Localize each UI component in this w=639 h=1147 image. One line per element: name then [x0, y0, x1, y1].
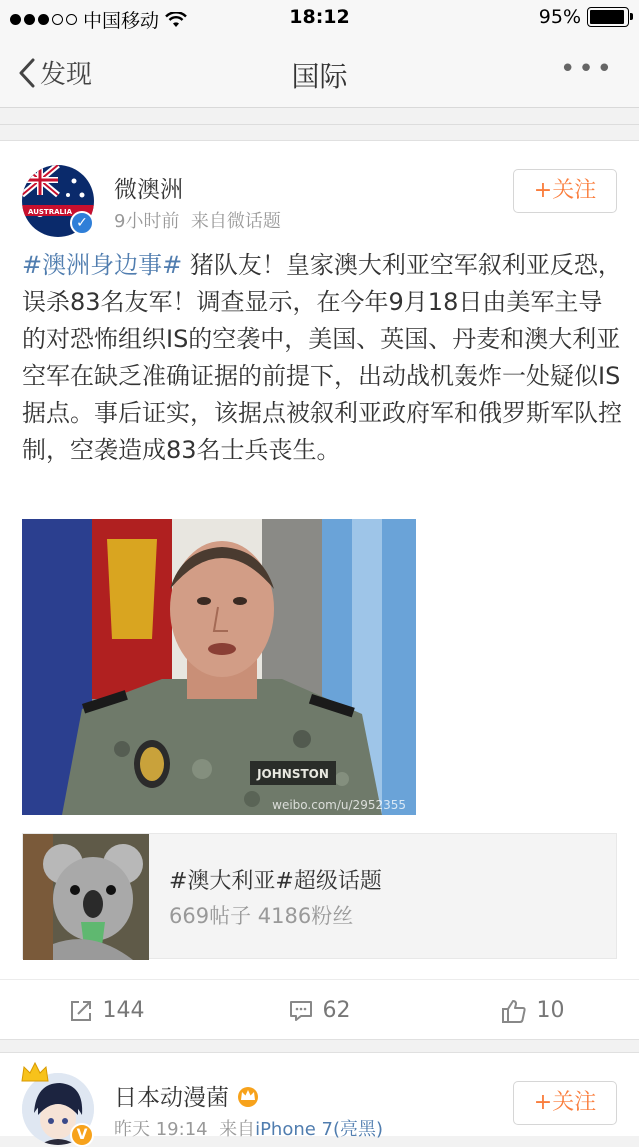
- post-2-source[interactable]: iPhone 7(亮黑): [255, 1119, 384, 1140]
- name-tag-text: JOHNSTON: [257, 767, 329, 781]
- battery-percent: 95%: [538, 6, 581, 28]
- action-bar: [0, 979, 639, 1041]
- koala-image: [23, 834, 149, 960]
- avatar-banner-text: AUSTRALIA: [28, 208, 72, 216]
- follow-button-2[interactable]: +关注: [513, 1081, 617, 1125]
- topic-card[interactable]: [22, 833, 617, 959]
- status-bar: [0, 0, 639, 36]
- comment-icon: [289, 999, 313, 1023]
- post-text: [22, 247, 622, 469]
- status-right: [539, 6, 629, 28]
- hashtag-link[interactable]: #澳洲身边事#: [22, 251, 183, 279]
- battery-icon: [587, 7, 629, 27]
- topic-thumbnail: [23, 834, 149, 960]
- topic-stats: 669帖子 4186粉丝: [169, 904, 354, 928]
- more-button[interactable]: •••: [559, 54, 615, 84]
- username[interactable]: 微澳洲: [114, 177, 183, 203]
- username-2[interactable]: 日本动漫菌: [114, 1085, 229, 1111]
- separator: [0, 109, 639, 125]
- follow-button[interactable]: +关注: [513, 169, 617, 213]
- nav-bar: [0, 36, 639, 108]
- share-icon: [69, 999, 93, 1023]
- carrier: 中国移动: [83, 10, 160, 32]
- back-label: 发现: [40, 60, 93, 90]
- post-photo[interactable]: [22, 519, 416, 815]
- photo-watermark: weibo.com/u/2952355: [272, 798, 406, 812]
- post-card-2: [0, 1052, 639, 1143]
- clock: 18:12: [289, 6, 350, 28]
- topic-title: #澳大利亚#超级话题: [169, 869, 382, 894]
- vip-badge-icon: V: [70, 1123, 94, 1147]
- post-time: 9小时前: [114, 211, 180, 232]
- post-2-meta: [114, 1115, 383, 1141]
- post-source: 来自微话题: [190, 211, 281, 232]
- verified-icon: ✓: [70, 211, 94, 235]
- comment-button[interactable]: [213, 980, 426, 1041]
- post-2-time: 昨天 19:14: [114, 1119, 208, 1140]
- page-title: 国际: [291, 60, 348, 93]
- officer-photo: [22, 519, 416, 815]
- member-crown-icon: [235, 1085, 261, 1107]
- like-count: 10: [536, 998, 565, 1023]
- username-2-row: [114, 1079, 261, 1112]
- comment-count: 62: [322, 998, 351, 1023]
- battery-fill: [590, 10, 624, 24]
- repost-button[interactable]: [0, 980, 213, 1041]
- repost-count: 144: [102, 998, 145, 1023]
- crown-icon: [20, 1061, 50, 1083]
- like-button[interactable]: [426, 980, 639, 1041]
- thumbs-up-icon: [501, 998, 527, 1024]
- post-meta: [114, 207, 281, 233]
- post-2-source-prefix: 来自: [219, 1119, 256, 1140]
- post-body: 猪队友！皇家澳大利亚空军叙利亚反恐，误杀83名友军！调查显示，在今年9月18日由美军主导的对恐怖组织IS的空袭中，美国、英国、丹麦和澳大利亚空军在缺乏准确证据的前提下，出动战机轰炸一处疑似IS据点。事后证实，该据点被叙利亚政府军和俄罗斯军队控制，空袭造成83名士兵丧生。: [22, 251, 622, 464]
- post-card: [0, 140, 639, 1040]
